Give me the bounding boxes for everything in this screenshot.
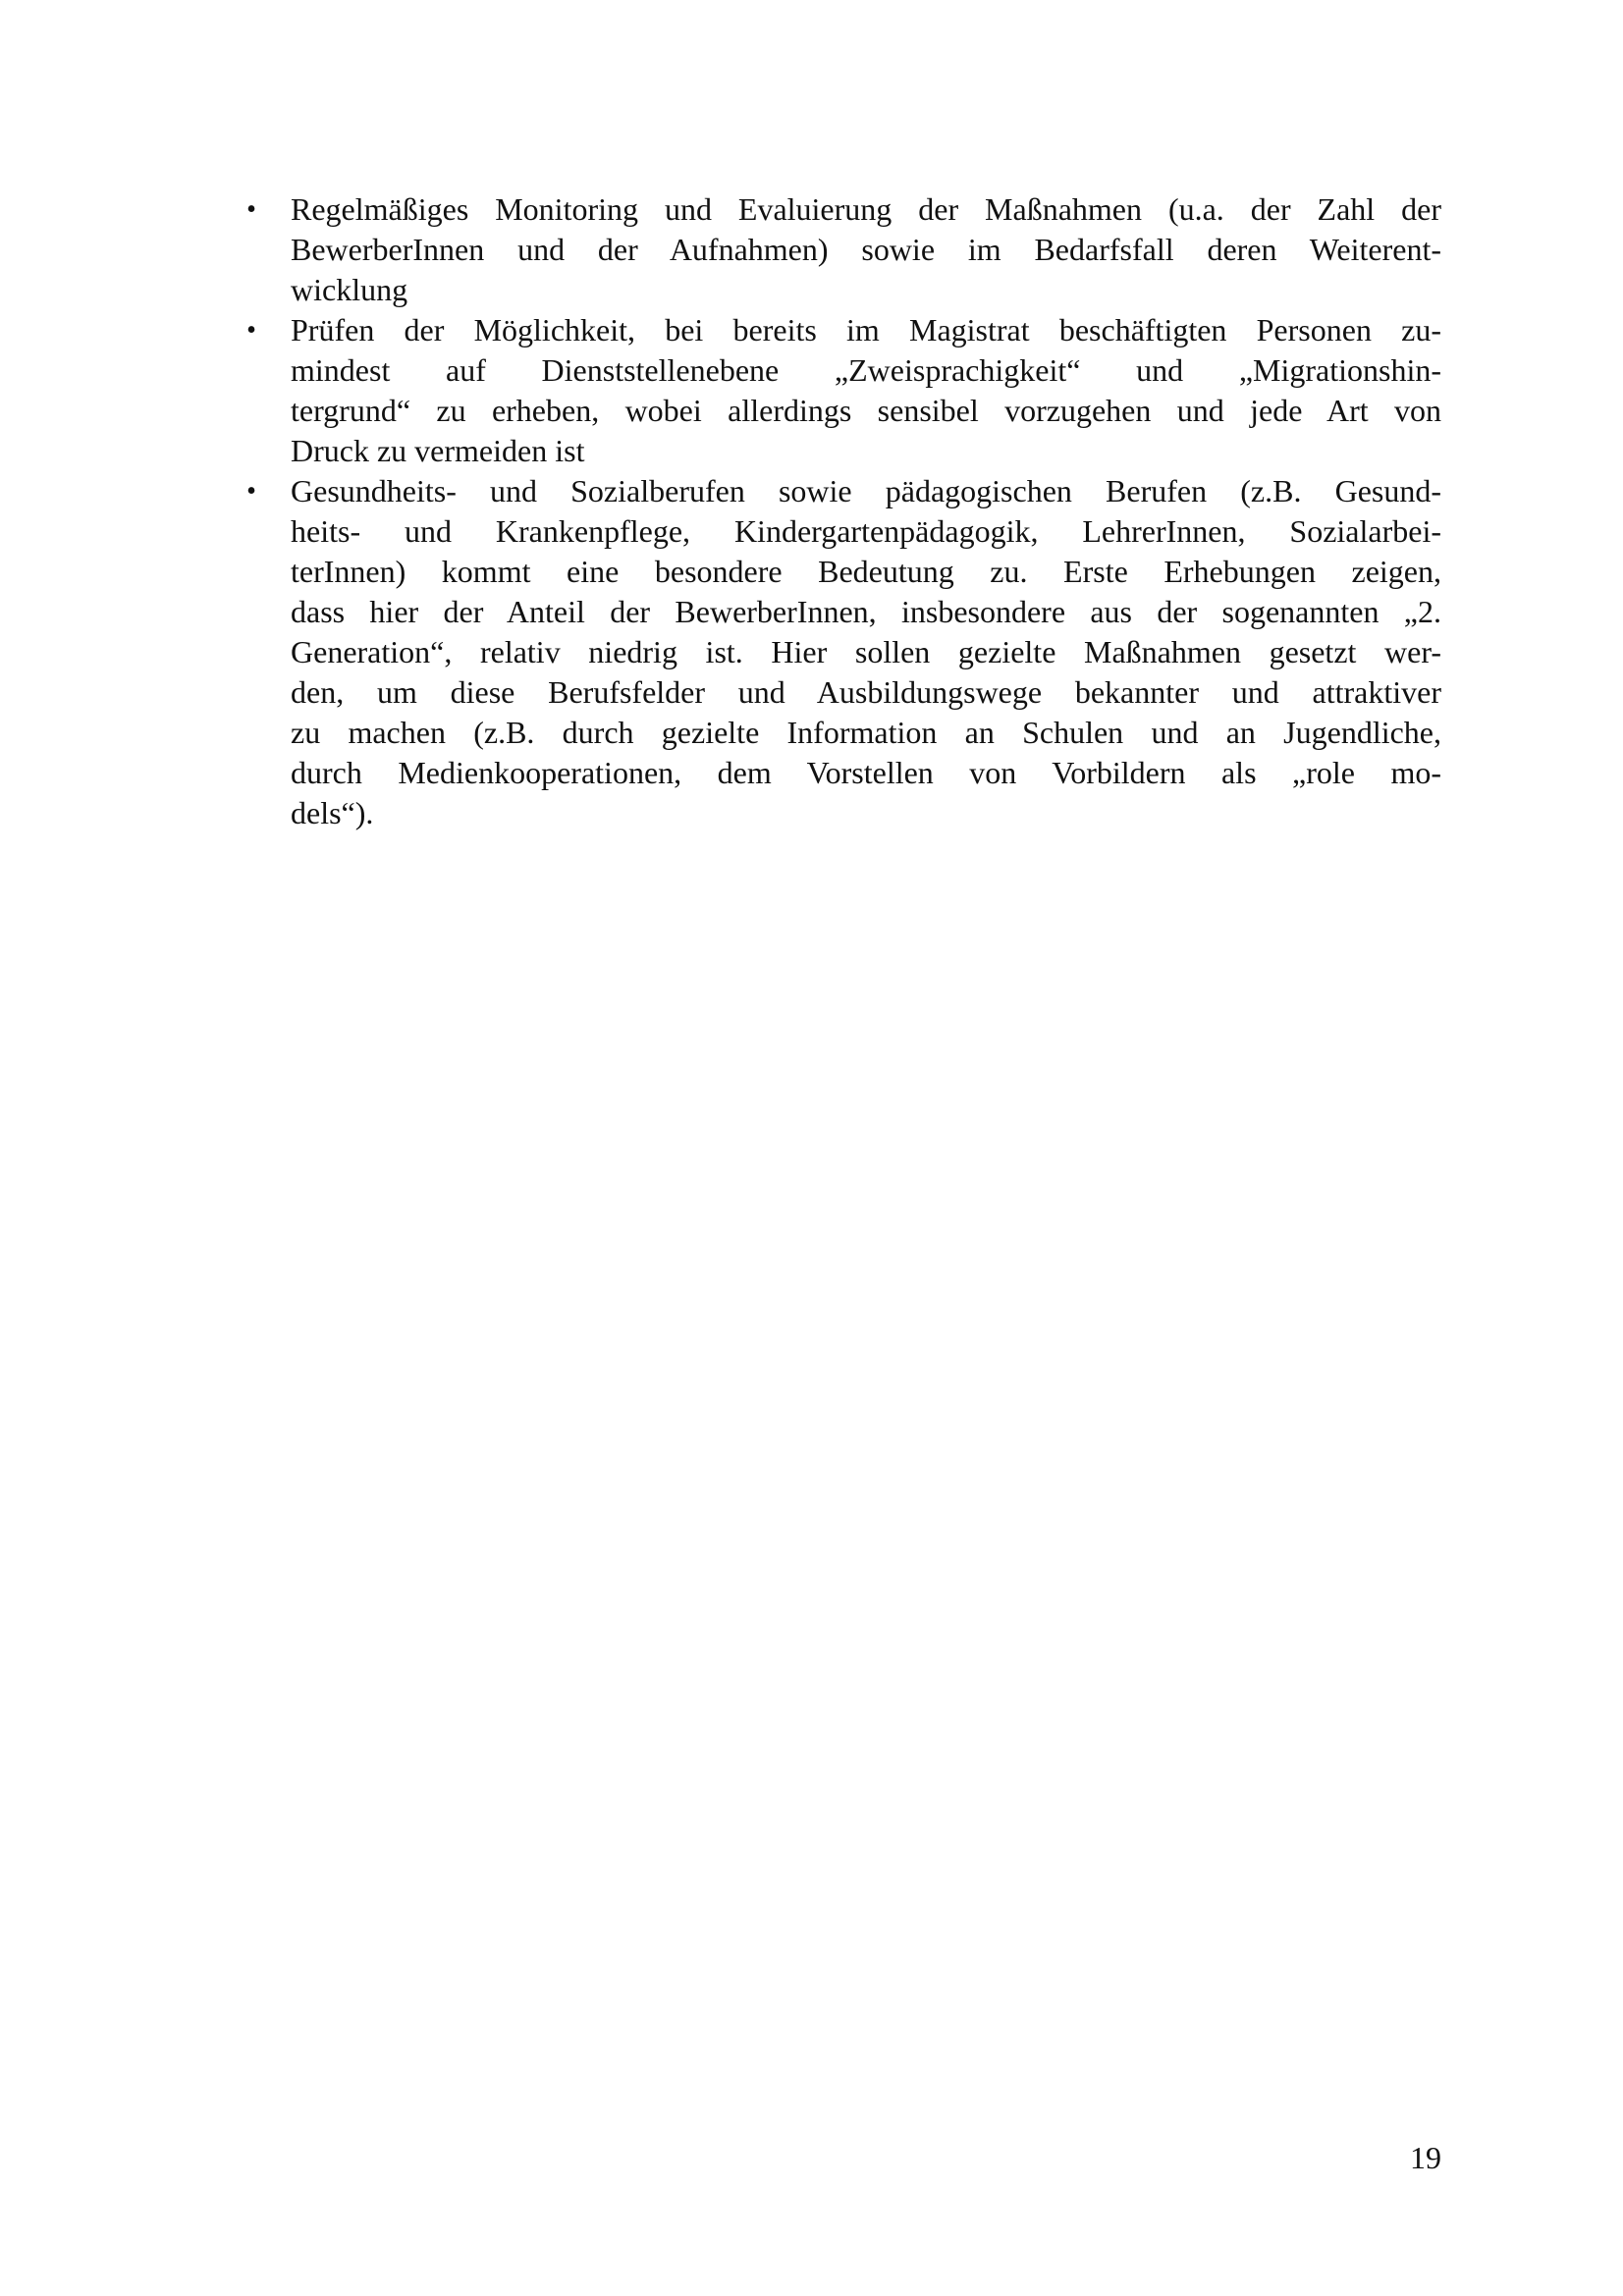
text-line: terInnen) kommt eine besondere Bedeutung zu. Erste Erhebungen zeigen, <box>291 554 1441 589</box>
bullet-list <box>242 189 1441 833</box>
page-number: 19 <box>1410 2140 1441 2175</box>
bullet-item-monitoring <box>242 189 1441 310</box>
bullet-icon: • <box>246 315 256 346</box>
text-line: zu machen (z.B. durch gezielte Information an Schulen und an Jugendliche, <box>291 715 1441 750</box>
text-line: BewerberInnen und der Aufnahmen) sowie im Bedarfsfall deren Weiterent- <box>291 232 1441 267</box>
bullet-item-gesundheitsberufe <box>242 471 1441 833</box>
text-line: tergrund“ zu erheben, wobei allerdings sensibel vorzugehen und jede Art von <box>291 393 1441 428</box>
text-line: Generation“, relativ niedrig ist. Hier sollen gezielte Maßnahmen gesetzt wer- <box>291 634 1441 669</box>
text-line: Prüfen der Möglichkeit, bei bereits im Magistrat beschäftigten Personen zu- <box>291 312 1441 347</box>
bullet-icon: • <box>246 476 256 507</box>
text-line: wicklung <box>291 272 408 307</box>
text-line: dels“). <box>291 795 374 830</box>
text-line: Regelmäßiges Monitoring und Evaluierung der Maßnahmen (u.a. der Zahl der <box>291 191 1441 227</box>
bullet-icon: • <box>246 194 256 225</box>
text-line: heits- und Krankenpflege, Kindergartenpädagogik, LehrerInnen, Sozialarbei- <box>291 513 1441 549</box>
text-line: Druck zu vermeiden ist <box>291 433 585 468</box>
bullet-item-pruefen <box>242 310 1441 471</box>
text-line: dass hier der Anteil der BewerberInnen, insbesondere aus der sogenannten „2. <box>291 594 1441 629</box>
text-line: mindest auf Dienststellenebene „Zweisprachigkeit“ und „Migrationshin- <box>291 352 1441 388</box>
text-line: Gesundheits- und Sozialberufen sowie pädagogischen Berufen (z.B. Gesund- <box>291 473 1441 508</box>
text-line: durch Medienkooperationen, dem Vorstellen von Vorbildern als „role mo- <box>291 755 1441 790</box>
text-line: den, um diese Berufsfelder und Ausbildungswege bekannter und attraktiver <box>291 674 1441 710</box>
